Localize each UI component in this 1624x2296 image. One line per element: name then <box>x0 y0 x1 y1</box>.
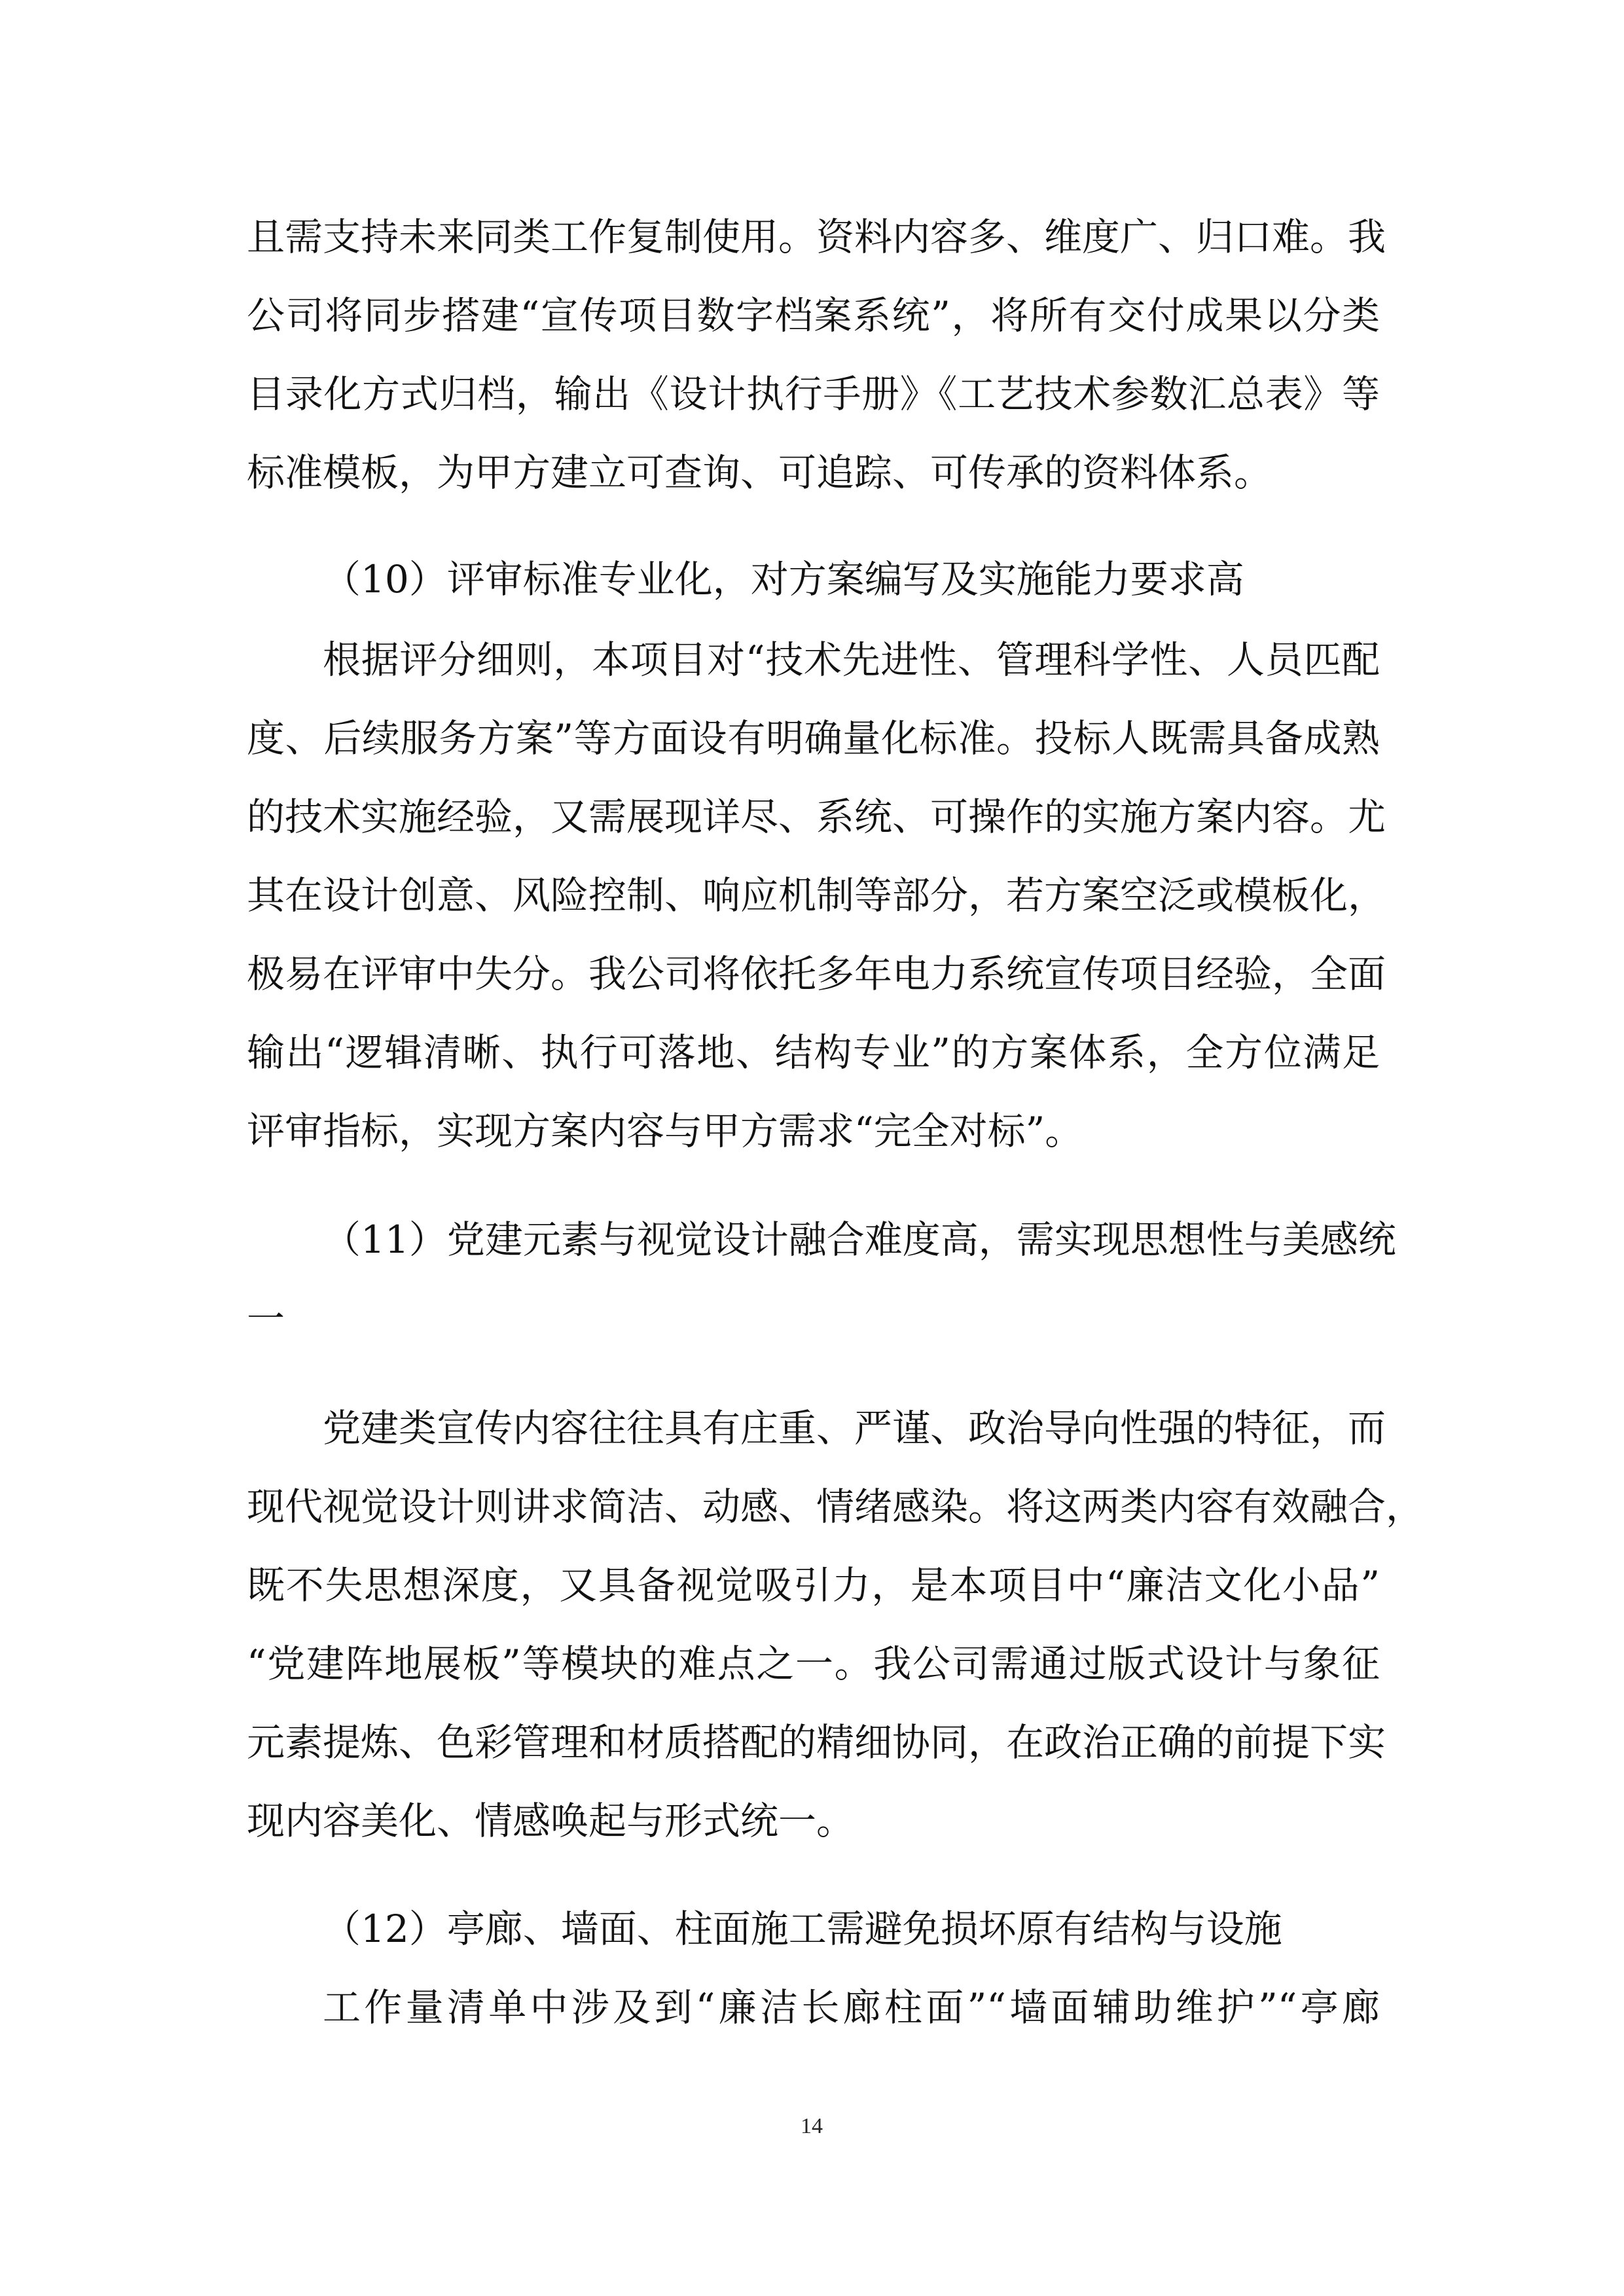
text-line: 现内容美化、情感唤起与形式统一。 <box>247 1799 855 1843</box>
section-heading: （11）党建元素与视觉设计融合难度高，需实现思想性与美感统 <box>323 1217 1396 1262</box>
section-heading-continuation: 一 <box>247 1297 285 1341</box>
text-line: 的技术实施经验，又需展现详尽、系统、可操作的实施方案内容。尤 <box>247 795 1386 839</box>
text-line: 度、后续服务方案”等方面设有明确量化标准。投标人既需具备成熟 <box>247 716 1380 761</box>
text-line: 根据评分细则，本项目对“技术先进性、管理科学性、人员匹配 <box>323 637 1380 682</box>
section-heading: （12）亭廊、墙面、柱面施工需避免损坏原有结构与设施 <box>323 1907 1282 1951</box>
text-line: 输出“逻辑清晰、执行可落地、结构专业”的方案体系，全方位满足 <box>247 1030 1380 1075</box>
text-line: 标准模板，为甲方建立可查询、可追踪、可传承的资料体系。 <box>247 450 1272 495</box>
text-line: 评审指标，实现方案内容与甲方需求“完全对标”。 <box>247 1109 1083 1153</box>
text-line: “党建阵地展板”等模块的难点之一。我公司需通过版式设计与象征 <box>247 1641 1380 1686</box>
text-line: 且需支持未来同类工作复制使用。资料内容多、维度广、归口难。我 <box>247 215 1386 259</box>
text-line: 现代视觉设计则讲求简洁、动感、情绪感染。将这两类内容有效融合， <box>247 1484 1424 1529</box>
text-line: 元素提炼、色彩管理和材质搭配的精细协同，在政治正确的前提下实 <box>247 1720 1386 1765</box>
text-line: 极易在评审中失分。我公司将依托多年电力系统宣传项目经验，全面 <box>247 952 1386 996</box>
text-line: 既不失思想深度，又具备视觉吸引力，是本项目中“廉洁文化小品” <box>247 1563 1380 1607</box>
text-line: 公司将同步搭建“宣传项目数字档案系统”，将所有交付成果以分类 <box>247 293 1380 338</box>
text-line: 其在设计创意、风险控制、响应机制等部分，若方案空泛或模板化， <box>247 873 1386 918</box>
page-number: 14 <box>801 2114 823 2138</box>
text-line: 目录化方式归档，输出《设计执行手册》《工艺技术参数汇总表》等 <box>247 372 1380 416</box>
text-line: 党建类宣传内容往往具有庄重、严谨、政治导向性强的特征，而 <box>323 1406 1386 1450</box>
text-line: 工作量清单中涉及到“廉洁长廊柱面”“墙面辅助维护”“亭廊 <box>323 1985 1380 2030</box>
section-heading: （10）评审标准专业化，对方案编写及实施能力要求高 <box>323 557 1244 601</box>
